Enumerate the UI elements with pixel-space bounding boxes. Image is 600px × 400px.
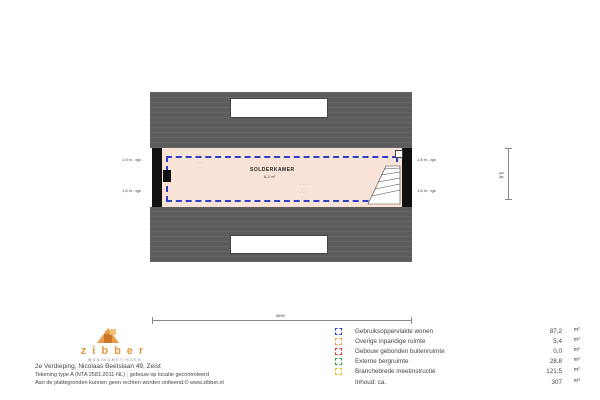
brand-name: zibber	[80, 345, 150, 357]
legend-row	[335, 328, 580, 337]
dashed-square-icon	[335, 358, 342, 365]
chimney	[163, 170, 171, 182]
height-label-left-bottom: 1,8 m - tgs	[122, 188, 141, 193]
legend-label: Gebouw gebonden buitenruimte	[355, 348, 445, 355]
legend-unit: m²	[573, 357, 580, 363]
legend-unit: m²	[573, 327, 580, 333]
legend-row	[335, 338, 580, 347]
legend-unit: m³	[573, 378, 580, 384]
footer-address: 2e Verdieping, Nicolaas Beetslaan 49, Zeist	[35, 363, 161, 370]
legend-row	[335, 379, 580, 388]
dashed-square-icon	[335, 368, 342, 375]
dashed-square-icon	[335, 348, 342, 355]
dimension-tick-right	[411, 317, 412, 324]
legend-label: Gebruiksoppervlakte wonen	[355, 328, 434, 335]
house-logo-icon	[95, 325, 121, 345]
dimension-line-depth	[508, 148, 509, 200]
furniture-hint-3: · · · ·	[300, 182, 309, 187]
furniture-hint-4: · · ·	[300, 190, 307, 195]
floor-plan	[150, 92, 412, 262]
legend-value: 5,4	[553, 338, 562, 345]
height-label-left-top: 1,8 m - tgs	[122, 157, 141, 162]
legend-value: 87,2	[549, 328, 562, 335]
legend-label: Inhoud: ca.	[355, 379, 387, 386]
dimension-width-label: 8890	[276, 313, 285, 318]
legend-row	[335, 368, 580, 377]
legend-unit: m²	[573, 367, 580, 373]
room-name: SOLDERKAMER	[250, 167, 295, 173]
brand-tagline: WONINGMETINGEN	[87, 358, 143, 362]
legend-value: 28,8	[549, 358, 562, 365]
dashed-square-icon	[335, 338, 342, 345]
left-wall	[152, 148, 162, 207]
footer-drawing-type: Tekening type A (NTA 2581:2011-NL) ; gebouw op locatie gecontroleerd	[35, 372, 210, 378]
height-label-right-top: 1,8 m - tgs	[417, 157, 436, 162]
legend-row	[335, 348, 580, 357]
legend-value: 307	[551, 379, 562, 386]
legend-label: Branchebrede meetinstructie	[355, 368, 436, 375]
footer-disclaimer: Aan de plattegronden kunnen geen rechten worden ontleend.© www.zibber.nl	[35, 380, 224, 386]
skylight-bottom	[230, 235, 328, 254]
furniture-hint-2: · · ·	[196, 160, 203, 165]
dimension-tick-top	[505, 148, 512, 149]
legend-row	[335, 358, 580, 367]
dimension-line-width	[152, 320, 412, 321]
dimension-depth-label: 3,6	[497, 171, 504, 179]
height-label-right-bottom: 1,8 m - tgs	[417, 188, 436, 193]
legend-label: Overige inpandige ruimte	[355, 338, 426, 345]
room-area: 8,2 m²	[264, 174, 276, 179]
legend-label: Externe bergruimte	[355, 358, 409, 365]
dimension-tick-left	[152, 317, 153, 324]
furniture-hint-1: · · · ·	[196, 152, 205, 157]
legend-unit: m²	[573, 347, 580, 353]
hatch-box	[395, 150, 403, 158]
legend-unit: m²	[573, 337, 580, 343]
legend-value: 121,5	[546, 368, 562, 375]
legend-value: 0,0	[553, 348, 562, 355]
logo	[40, 325, 205, 367]
stairs	[366, 164, 402, 206]
skylight-top	[230, 98, 328, 118]
right-wall	[402, 148, 412, 207]
dashed-square-icon	[335, 328, 342, 335]
dimension-tick-bottom	[505, 199, 512, 200]
